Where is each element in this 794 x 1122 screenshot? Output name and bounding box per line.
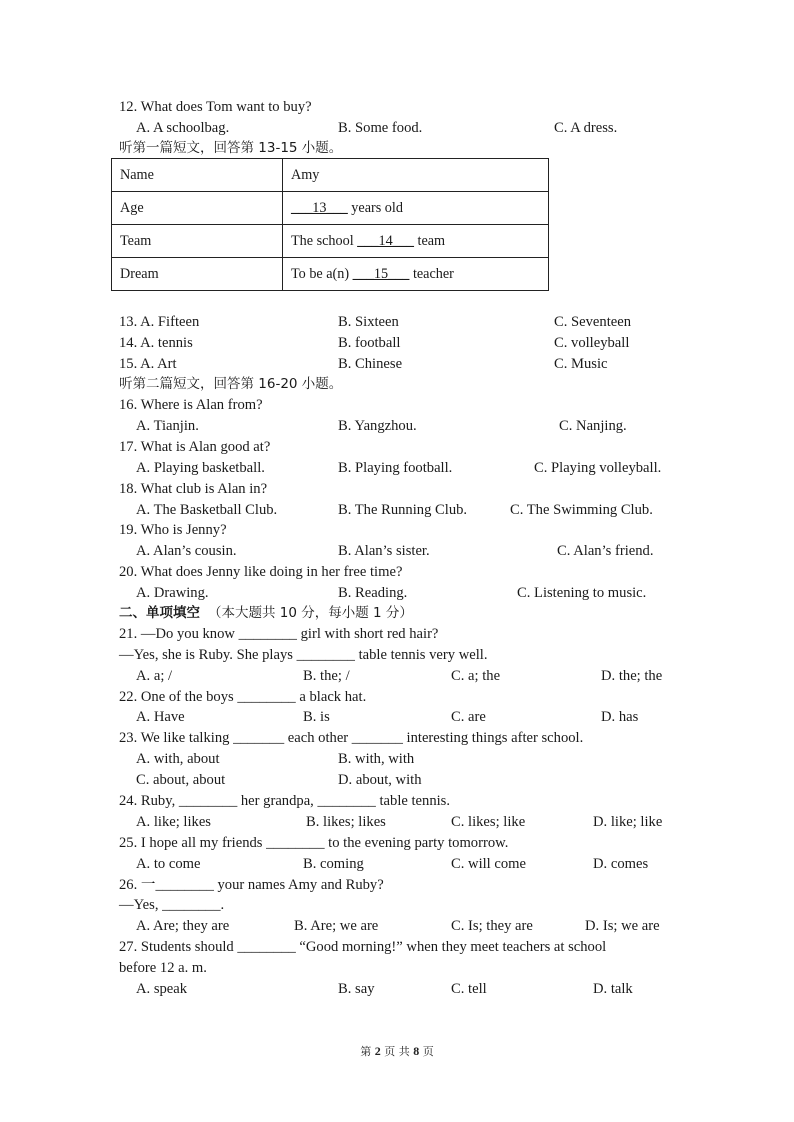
q27-option-d: D. talk <box>593 981 633 997</box>
blank-14: ___14___ <box>357 232 414 249</box>
q22-option-c: C. are <box>451 709 486 725</box>
section2-heading <box>119 604 413 622</box>
table-value-name: Amy <box>283 159 549 192</box>
q26-option-a: A. Are; they are <box>136 918 230 934</box>
q14-option-c: C. volleyball <box>554 335 630 351</box>
q16-option-b: B. Yangzhou. <box>338 418 417 434</box>
value-post: teacher <box>409 265 454 282</box>
q19-option-c: C. Alan’s friend. <box>557 543 654 559</box>
q26-stem-1: 26. 一________ your names Amy and Ruby? <box>119 877 384 893</box>
footer-prefix: 第 <box>360 1045 372 1058</box>
q19-stem: 19. Who is Jenny? <box>119 522 227 538</box>
footer-middle: 页 共 <box>384 1045 410 1058</box>
q24-option-a: A. like; likes <box>136 814 211 830</box>
q24-option-d: D. like; like <box>593 814 663 830</box>
passage1-instruction: 听第一篇短文，回答第 13-15 小题。 <box>119 140 343 156</box>
q21-option-c: C. a; the <box>451 668 501 684</box>
table-row <box>112 225 549 258</box>
q27-option-a: A. speak <box>136 981 188 997</box>
q12-option-c: C. A dress. <box>554 120 618 136</box>
value-pre: The school <box>291 232 358 249</box>
q22-option-b: B. is <box>303 709 330 725</box>
q17-option-b: B. Playing football. <box>338 460 453 476</box>
value-pre: To be a(n) <box>291 265 353 282</box>
q26-stem-2: —Yes, ________. <box>119 897 225 913</box>
q20-option-a: A. Drawing. <box>136 585 209 601</box>
q17-stem: 17. What is Alan good at? <box>119 439 271 455</box>
q20-option-b: B. Reading. <box>338 585 408 601</box>
q13-option-a: 13. A. Fifteen <box>119 314 200 330</box>
table-value-team <box>283 225 549 258</box>
q16-option-a: A. Tianjin. <box>136 418 199 434</box>
q21-option-b: B. the; / <box>303 668 350 684</box>
page-total: 8 <box>413 1044 420 1058</box>
q16-option-c: C. Nanjing. <box>559 418 627 434</box>
q23-stem: 23. We like talking _______ each other _______ interesting things after school. <box>119 730 584 746</box>
q23-option-a: A. with, about <box>136 751 220 767</box>
q14-option-a: 14. A. tennis <box>119 335 193 351</box>
q15-option-c: C. Music <box>554 356 608 372</box>
q14-option-b: B. football <box>338 335 401 351</box>
q24-option-b: B. likes; likes <box>306 814 386 830</box>
blank-15: ___15___ <box>352 265 410 282</box>
q18-option-b: B. The Running Club. <box>338 502 468 518</box>
q23-option-c: C. about, about <box>136 772 226 788</box>
info-table <box>111 158 549 291</box>
q13-option-b: B. Sixteen <box>338 314 399 330</box>
q23-option-b: B. with, with <box>338 751 415 767</box>
q25-stem: 25. I hope all my friends ________ to the evening party tomorrow. <box>119 835 509 851</box>
table-value-age <box>283 192 549 225</box>
table-label-dream: Dream <box>112 258 283 291</box>
q21-option-d: D. the; the <box>601 668 663 684</box>
q16-stem: 16. Where is Alan from? <box>119 397 263 413</box>
q26-option-c: C. Is; they are <box>451 918 533 934</box>
q12-option-a: A. A schoolbag. <box>136 120 230 136</box>
q22-option-a: A. Have <box>136 709 185 725</box>
q12-stem: 12. What does Tom want to buy? <box>119 99 312 115</box>
table-label-name: Name <box>112 159 283 192</box>
q20-option-c: C. Listening to music. <box>517 585 647 601</box>
footer-suffix: 页 <box>422 1045 434 1058</box>
q18-option-c: C. The Swimming Club. <box>510 502 653 518</box>
q21-stem-2: —Yes, she is Ruby. She plays ________ table tennis very well. <box>119 647 488 663</box>
q21-option-a: A. a; / <box>136 668 173 684</box>
table-value-dream <box>283 258 549 291</box>
q25-option-d: D. comes <box>593 856 649 872</box>
q24-option-c: C. likes; like <box>451 814 526 830</box>
q21-stem-1: 21. —Do you know ________ girl with short red hair? <box>119 626 439 642</box>
table-label-age: Age <box>112 192 283 225</box>
table-row <box>112 192 549 225</box>
page-number: 2 <box>374 1044 381 1058</box>
page-footer <box>0 1043 794 1059</box>
q18-option-a: A. The Basketball Club. <box>136 502 278 518</box>
q27-option-c: C. tell <box>451 981 487 997</box>
q26-option-b: B. Are; we are <box>294 918 379 934</box>
q18-stem: 18. What club is Alan in? <box>119 481 268 497</box>
section2-title: 二、单项填空 <box>119 605 200 621</box>
q19-option-b: B. Alan’s sister. <box>338 543 430 559</box>
q17-option-a: A. Playing basketball. <box>136 460 265 476</box>
q20-stem: 20. What does Jenny like doing in her free time? <box>119 564 403 580</box>
q27-stem-2: before 12 a. m. <box>119 960 207 976</box>
q27-stem-1: 27. Students should ________ “Good morning!” when they meet teachers at school <box>119 939 607 955</box>
q26-option-d: D. Is; we are <box>585 918 660 934</box>
q25-option-b: B. coming <box>303 856 364 872</box>
q22-option-d: D. has <box>601 709 639 725</box>
q19-option-a: A. Alan’s cousin. <box>136 543 237 559</box>
blank-13: ___13___ <box>291 199 348 216</box>
q27-option-b: B. say <box>338 981 375 997</box>
q23-option-d: D. about, with <box>338 772 422 788</box>
table-row <box>112 258 549 291</box>
q12-option-b: B. Some food. <box>338 120 423 136</box>
q25-option-c: C. will come <box>451 856 526 872</box>
q22-stem: 22. One of the boys ________ a black hat. <box>119 689 367 705</box>
table-label-team: Team <box>112 225 283 258</box>
q25-option-a: A. to come <box>136 856 201 872</box>
section2-note: （本大题共 10 分，每小题 1 分） <box>208 605 413 621</box>
q15-option-b: B. Chinese <box>338 356 403 372</box>
passage2-instruction: 听第二篇短文，回答第 16-20 小题。 <box>119 376 343 392</box>
value-post: years old <box>347 199 403 216</box>
q17-option-c: C. Playing volleyball. <box>534 460 662 476</box>
value-post: team <box>413 232 446 249</box>
q24-stem: 24. Ruby, ________ her grandpa, ________ table tennis. <box>119 793 451 809</box>
q13-option-c: C. Seventeen <box>554 314 632 330</box>
table-row <box>112 159 549 192</box>
q15-option-a: 15. A. Art <box>119 356 177 372</box>
